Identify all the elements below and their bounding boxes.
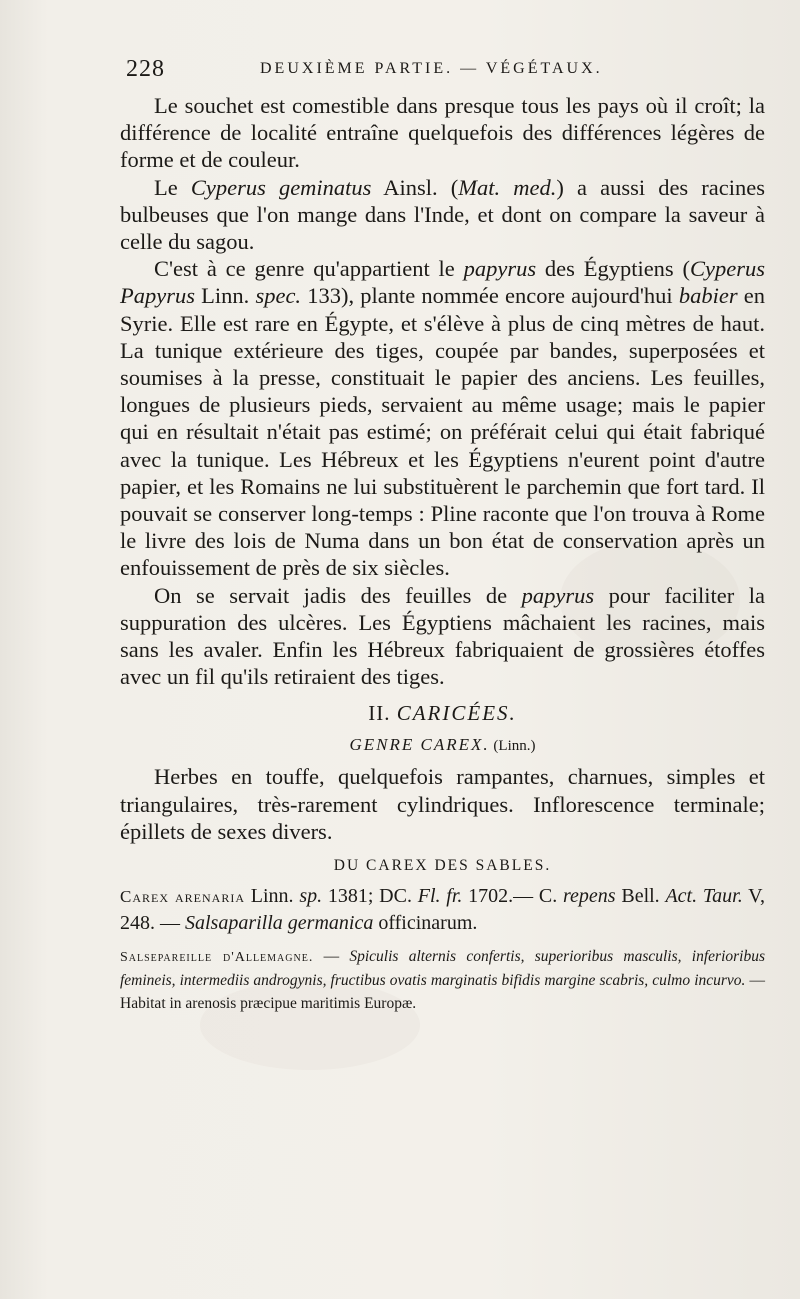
- page-header: [120, 56, 760, 86]
- synonymy: Carex arenaria Linn. sp. 1381; DC. Fl. fr. 1702.— C. repens Bell. Act. Taur. V, 248. — Salsaparilla germanica officinarum.: [120, 885, 765, 935]
- page-number: 228: [126, 56, 165, 82]
- section-title: II. CARICÉES.: [368, 701, 517, 726]
- paragraph-papyrus: C'est à ce genre qu'appartient le papyrus des Égyptiens (Cyperus Papyrus Linn. spec. 133), plante nommée encore aujourd'hui babier en Syrie. Elle est rare en Égypte, et s'élève à plus de cinq mètres de haut. La tunique extérieure des tiges, coupée par bandes, superposées et soumises à la presse, constituait le papier des anciens. Les feuilles, longues de plusieurs pieds, servaient au même usage; mais le papier qui en résultait n'était pas estimé; on préférait celui qui était fabriqué avec la tunique. Les Hébreux et les Égyptiens n'eurent point d'autre papier, et les Romains ne lui substituèrent le parchemin que fort tard. Il pouvait se conserver long-temps : Pline raconte que l'on trouva à Rome le livre des lois de Numa dans un bon état de conservation après un enfouissement de près de six siècles.: [120, 256, 765, 581]
- body-text: [120, 92, 765, 1015]
- genus-title: GENRE CAREX. (Linn.): [349, 735, 536, 755]
- species-title: DU CAREX DES SABLES.: [333, 857, 552, 875]
- paragraph-cyperus-geminatus: Le Cyperus geminatus Ainsl. (Mat. med.) a aussi des racines bulbeuses que l'on mange dans l'Inde, et dont on compare la saveur à celle du sagou.: [120, 174, 765, 255]
- running-head: DEUXIÈME PARTIE. — VÉGÉTAUX.: [260, 60, 603, 77]
- genus-description: Herbes en touffe, quelquefois rampantes, charnues, simples et triangulaires, très-rarement cylindriques. Inflorescence terminale; épillets de sexes divers.: [120, 764, 765, 844]
- latin-description: Salsepareille d'Allemagne. — Spiculis alternis confertis, superioribus masculis, inferioribus femineis, intermediis androgynis, fructibus ovatis marginatis bifidis margine scabris, culmo incurvo. — Habitat in arenosis præcipue maritimis Europæ.: [120, 948, 765, 1013]
- paragraph-papyrus-uses: On se servait jadis des feuilles de papyrus pour faciliter la suppuration des ulcères. Les Égyptiens mâchaient les racines, mais sans les avaler. Enfin les Hébreux fabriquaient de grossières étoffes avec un fil qu'ils retiraient des tiges.: [120, 582, 765, 690]
- paragraph-souchet: Le souchet est comestible dans presque tous les pays où il croît; la différence de localité entraîne quelquefois des différences légères de forme et de couleur.: [120, 93, 765, 173]
